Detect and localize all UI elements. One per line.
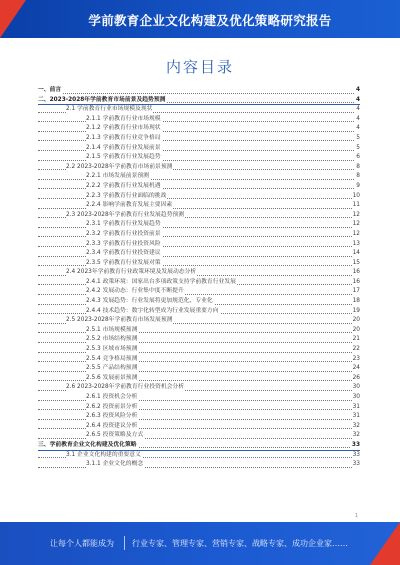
- toc-entry-title: 2.3.2 学前教育行业投资前景: [86, 230, 162, 240]
- toc-entry-title: 三、学前教育企业文化构建及优化策略: [38, 441, 138, 451]
- toc-entry-title: 3.1 企业文化构建的重要意义: [66, 451, 142, 461]
- toc-entry-title: 2.2 2023-2028年学前教育市场前景预测: [66, 163, 173, 173]
- toc-entry-page: 33: [352, 460, 360, 470]
- toc-entry-title: 2.1.2 学前教育行业市场现状: [86, 124, 162, 134]
- report-title: 学前教育企业文化构建及优化策略研究报告: [88, 13, 332, 28]
- footer-red-accent: [370, 522, 400, 565]
- toc-entry-page: 9: [355, 182, 360, 192]
- toc-entry-title: 2.5.3 区域市场预测: [86, 345, 138, 355]
- toc-entry-page: 30: [352, 393, 360, 403]
- toc-entry[interactable]: [38, 460, 360, 470]
- toc-entry-title: 2.2.3 学前教育行业面临的挑战: [86, 192, 167, 202]
- toc-entry-page: 12: [352, 230, 360, 240]
- toc-entry-title: 2.2.1 市场发展前景预测: [86, 172, 150, 182]
- toc-entry-title: 2.6.1 投资机会分析: [86, 393, 138, 403]
- toc-entry[interactable]: [38, 393, 360, 403]
- toc-entry[interactable]: [38, 249, 360, 259]
- toc-entry-title: 2.6.2 投资前景分析: [86, 403, 138, 413]
- toc-entry-title: 2.6.4 投资建议分析: [86, 422, 138, 432]
- toc-heading: 内容目录: [165, 58, 234, 76]
- toc-entry[interactable]: [38, 192, 360, 202]
- toc-entry[interactable]: [38, 172, 360, 182]
- toc-entry-page: 6: [355, 153, 360, 163]
- toc-entry-title: 2.5.6 发展前景预测: [86, 374, 138, 384]
- toc-entry[interactable]: [38, 96, 360, 106]
- toc-entry-title: 2.3.3 学前教育行业投资风险: [86, 240, 162, 250]
- toc-entry-page: 5: [355, 134, 360, 144]
- toc-entry-title: 2.3.1 学前教育行业发展趋势: [86, 220, 162, 230]
- toc-entry-title: 2.1.4 学前教育行业发展前景: [86, 144, 162, 154]
- toc-entry-title: 2.1.3 学前教育行业竞争格局: [86, 134, 162, 144]
- toc-entry[interactable]: [38, 268, 360, 278]
- toc-entry[interactable]: [38, 431, 360, 441]
- toc-entry-page: 23: [352, 355, 360, 365]
- footer-banner: [0, 522, 400, 565]
- toc-entry-title: 2.4 2023年学前教育行业政策环境及发展动态分析: [66, 268, 197, 278]
- toc-entry-title: 2.4.3 发展趋势：行业发展将更加规范化、专业化: [86, 297, 214, 307]
- toc-entry-title: 2.3.4 学前教育行业投资建议: [86, 249, 162, 259]
- toc-entry[interactable]: [38, 383, 360, 393]
- toc-entry-page: 21: [352, 335, 360, 345]
- footer-slogan: 让每个人都能成为: [50, 539, 114, 548]
- toc-entry[interactable]: [38, 355, 360, 365]
- toc-entry-page: 18: [352, 297, 360, 307]
- toc-entry[interactable]: [38, 220, 360, 230]
- toc-entry-page: 10: [352, 192, 360, 202]
- toc-entry-title: 2.5.5 产品结构预测: [86, 364, 138, 374]
- toc-entry-page: 17: [352, 287, 360, 297]
- toc-entry-page: 19: [352, 307, 360, 317]
- toc-entry[interactable]: [38, 105, 360, 115]
- toc-entry[interactable]: [38, 115, 360, 125]
- toc-entry-page: 8: [355, 163, 360, 173]
- toc-entry-page: 30: [352, 383, 360, 393]
- toc-entry-page: 31: [352, 412, 360, 422]
- toc-entry[interactable]: [38, 422, 360, 432]
- toc-entry[interactable]: [38, 86, 360, 96]
- toc-entry[interactable]: [38, 451, 360, 461]
- table-of-contents: [38, 86, 360, 470]
- toc-entry-title: 2.5.4 竞争格局预测: [86, 355, 138, 365]
- toc-entry-page: 5: [355, 144, 360, 154]
- toc-entry-page: 26: [352, 374, 360, 384]
- toc-entry-page: 4: [355, 86, 360, 96]
- toc-entry[interactable]: [38, 364, 360, 374]
- toc-entry-page: 16: [352, 268, 360, 278]
- toc-entry[interactable]: [38, 211, 360, 221]
- toc-entry-page: 20: [352, 326, 360, 336]
- toc-entry-title: 2.2.4 影响学前教育发展主要因素: [86, 201, 173, 211]
- toc-entry[interactable]: [38, 441, 360, 451]
- toc-entry[interactable]: [38, 374, 360, 384]
- toc-entry[interactable]: [38, 345, 360, 355]
- toc-entry-page: 24: [352, 364, 360, 374]
- toc-entry-page: 4: [355, 115, 360, 125]
- toc-entry-page: 8: [355, 172, 360, 182]
- toc-entry-title: 2.4.4 技术趋势：数字化转型成为行业发展重要方向: [86, 307, 220, 317]
- toc-entry-title: 2.1.1 学前教育行业市场规模: [86, 115, 162, 125]
- toc-entry-title: 一、前言: [38, 86, 62, 96]
- toc-entry-page: 12: [352, 211, 360, 221]
- report-header-banner: [0, 0, 400, 38]
- toc-entry-page: 14: [352, 249, 360, 259]
- toc-entry-title: 2.2.2 学前教育行业发展机遇: [86, 182, 162, 192]
- toc-entry-page: 13: [352, 240, 360, 250]
- toc-entry-page: 4: [355, 96, 360, 106]
- toc-entry-title: 2.6 2023-2028年学前教育行业投资机会分析: [66, 383, 185, 393]
- header-red-accent: [0, 0, 26, 38]
- toc-leader-dots: [38, 93, 360, 94]
- footer-roles: 行业专家、管理专家、营销专家、战略专家、成功企业家……: [132, 539, 348, 548]
- toc-entry-title: 2.3 2023-2028年学前教育行业发展趋势预测: [66, 211, 185, 221]
- toc-entry[interactable]: [38, 278, 360, 288]
- toc-entry-page: 32: [352, 422, 360, 432]
- footer-divider: [124, 536, 125, 550]
- toc-entry[interactable]: [38, 163, 360, 173]
- toc-entry-page: 20: [352, 316, 360, 326]
- toc-entry[interactable]: [38, 240, 360, 250]
- toc-entry-title: 2.5 2023-2028年学前教育市场发展预测: [66, 316, 173, 326]
- toc-entry-page: 31: [352, 403, 360, 413]
- toc-entry-page: 11: [352, 201, 360, 211]
- toc-entry[interactable]: [38, 144, 360, 154]
- toc-entry-page: 16: [352, 278, 360, 288]
- toc-entry[interactable]: [38, 335, 360, 345]
- page-number: 1: [354, 513, 358, 519]
- toc-entry-page: 33: [351, 441, 360, 451]
- toc-entry[interactable]: [38, 182, 360, 192]
- toc-entry-title: 2.4.2 发展动态：行业集中度不断提升: [86, 287, 185, 297]
- toc-entry-page: 12: [352, 220, 360, 230]
- toc-entry[interactable]: [38, 134, 360, 144]
- toc-entry[interactable]: [38, 326, 360, 336]
- toc-entry-page: 32: [352, 431, 360, 441]
- toc-entry-page: 22: [352, 345, 360, 355]
- toc-entry[interactable]: [38, 201, 360, 211]
- toc-entry-title: 2.4.1 政策环境：国家出台多项政策支持学前教育行业发展: [86, 278, 237, 288]
- toc-entry[interactable]: [38, 316, 360, 326]
- toc-entry-page: 15: [352, 259, 360, 269]
- toc-entry-page: 4: [355, 124, 360, 134]
- toc-entry[interactable]: [38, 153, 360, 163]
- toc-entry-title: 2.1.5 学前教育行业发展趋势: [86, 153, 162, 163]
- toc-entry[interactable]: [38, 297, 360, 307]
- toc-entry[interactable]: [38, 403, 360, 413]
- toc-entry[interactable]: [38, 412, 360, 422]
- toc-entry-page: 4: [355, 105, 360, 115]
- toc-entry-title: 2.1 学前教育行业市场规模及现状: [66, 105, 153, 115]
- toc-entry-title: 2.3.5 学前教育行业发展对策: [86, 259, 162, 269]
- toc-entry-title: 3.1.1 企业文化的概念: [86, 460, 144, 470]
- toc-entry-title: 2.5.2 市场结构预测: [86, 335, 138, 345]
- toc-entry[interactable]: [38, 259, 360, 269]
- toc-entry-page: 33: [352, 451, 360, 461]
- toc-entry[interactable]: [38, 307, 360, 317]
- toc-entry-title: 二、2023-2028年学前教育市场前景及趋势预测: [38, 96, 166, 106]
- toc-entry[interactable]: [38, 124, 360, 134]
- toc-entry-title: 2.6.5 投资策略及方式: [86, 431, 144, 441]
- toc-entry[interactable]: [38, 287, 360, 297]
- toc-entry-title: 2.5.1 市场规模预测: [86, 326, 138, 336]
- toc-entry-title: 2.6.3 投资风险分析: [86, 412, 138, 422]
- toc-entry[interactable]: [38, 230, 360, 240]
